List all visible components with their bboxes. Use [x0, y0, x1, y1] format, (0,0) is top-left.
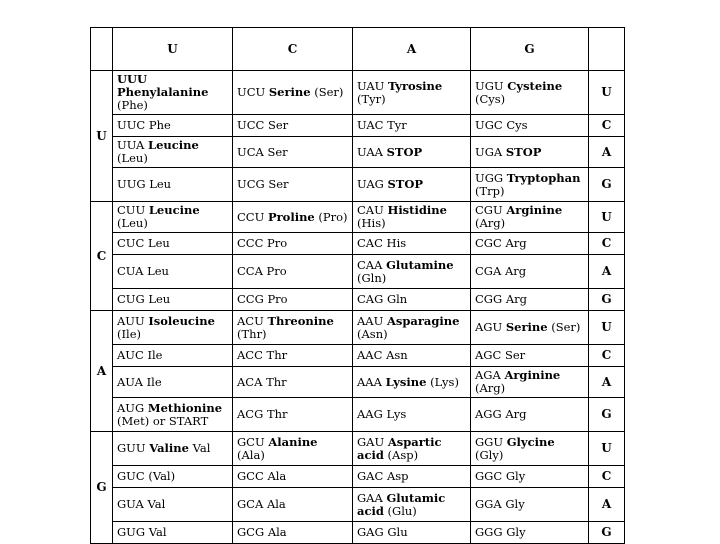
codon-text: GAA — [357, 490, 387, 505]
amino-acid-abbrev: (Thr) — [237, 326, 267, 341]
first-base-label: G — [91, 432, 113, 544]
codon-cell — [113, 432, 233, 466]
codon-text: ACU — [237, 313, 268, 328]
codon-cell — [353, 398, 471, 432]
codon-cell — [233, 115, 353, 137]
first-base-label: A — [91, 311, 113, 432]
codon-cell — [113, 202, 233, 233]
codon-text: AUA Ile — [117, 374, 162, 389]
codon-text: CUC Leu — [117, 236, 170, 250]
codon-cell — [471, 311, 589, 345]
codon-cell — [353, 345, 471, 367]
codon-cell — [471, 432, 589, 466]
codon-row — [91, 432, 625, 466]
codon-text: AUU — [117, 313, 149, 328]
codon-cell — [233, 202, 353, 233]
codon-cell — [233, 488, 353, 522]
amino-acid-name: Leucine — [148, 203, 200, 217]
codon-text: AGA — [475, 368, 505, 382]
amino-acid-name: Histidine — [387, 203, 447, 217]
codon-cell — [471, 115, 589, 137]
codon-row — [91, 522, 625, 544]
amino-acid-abbrev: (Pro) — [314, 209, 348, 224]
codon-row — [91, 115, 625, 137]
codon-text: CCC Pro — [237, 236, 288, 250]
codon-text: CCA Pro — [237, 264, 287, 278]
amino-acid-name: Asparagine — [386, 313, 460, 328]
amino-acid-abbrev: (Cys) — [475, 91, 506, 106]
codon-cell — [353, 137, 471, 168]
codon-text: CCG Pro — [237, 292, 288, 306]
codon-row — [91, 137, 625, 168]
codon-cell — [233, 522, 353, 544]
codon-cell — [233, 432, 353, 466]
amino-acid-name: Serine — [268, 85, 311, 99]
third-base-label: A — [589, 255, 625, 289]
codon-text: CGA Arg — [475, 264, 527, 278]
amino-acid-abbrev: (Ser) — [310, 85, 344, 99]
header-second-base-c: C — [233, 28, 353, 71]
codon-cell — [353, 289, 471, 311]
codon-text: GCC Ala — [237, 469, 287, 483]
codon-cell — [233, 398, 353, 432]
amino-acid-name: Valine — [149, 441, 189, 455]
codon-text: CAC His — [357, 236, 407, 250]
codon-row — [91, 168, 625, 202]
codon-cell — [353, 202, 471, 233]
codon-cell — [233, 367, 353, 398]
codon-cell — [113, 255, 233, 289]
amino-acid-abbrev: (Ser) — [547, 320, 581, 334]
codon-cell — [353, 255, 471, 289]
amino-acid-name: Arginine — [504, 368, 561, 382]
codon-cell — [353, 233, 471, 255]
header-corner — [91, 28, 113, 71]
codon-cell — [113, 71, 233, 115]
amino-acid-abbrev: (His) — [357, 216, 386, 230]
third-base-label: G — [589, 398, 625, 432]
codon-text: UCG Ser — [237, 177, 289, 191]
codon-text: AGC Ser — [475, 348, 526, 362]
amino-acid-name: Aspartic acid — [357, 434, 442, 462]
codon-cell — [353, 466, 471, 488]
codon-cell — [353, 71, 471, 115]
codon-text: GUA Val — [117, 497, 166, 511]
third-base-label: C — [589, 115, 625, 137]
codon-text: UCU — [237, 85, 269, 99]
codon-text: GGG Gly — [475, 525, 526, 539]
codon-cell — [113, 345, 233, 367]
codon-text: CAU — [357, 203, 388, 217]
amino-acid-name: Tyrosine — [388, 78, 443, 93]
codon-cell — [113, 289, 233, 311]
codon-cell — [113, 466, 233, 488]
codon-text: ACG Thr — [237, 407, 288, 421]
codon-cell — [113, 398, 233, 432]
header-second-base-a: A — [353, 28, 471, 71]
third-base-label: A — [589, 367, 625, 398]
codon-row — [91, 233, 625, 255]
codon-cell — [471, 168, 589, 202]
third-base-label: G — [589, 289, 625, 311]
amino-acid-name: STOP — [505, 144, 542, 159]
header-second-base-g: G — [471, 28, 589, 71]
amino-acid-name: Tryptophan — [506, 170, 581, 185]
codon-text: AUC Ile — [117, 348, 163, 362]
codon-text: GCA Ala — [237, 497, 286, 511]
codon-cell — [233, 137, 353, 168]
codon-text: CUU — [117, 203, 149, 217]
amino-acid-name: Arginine — [506, 203, 563, 217]
amino-acid-name: UUU Phenylalanine — [117, 72, 209, 99]
amino-acid-name: Cysteine — [507, 78, 563, 93]
third-base-label: G — [589, 522, 625, 544]
codon-row — [91, 289, 625, 311]
amino-acid-abbrev: (Ala) — [237, 447, 265, 462]
codon-text: GCU — [237, 434, 269, 449]
third-base-label: C — [589, 233, 625, 255]
amino-acid-abbrev: (Glu) — [383, 503, 417, 518]
codon-cell — [471, 345, 589, 367]
codon-text: AAA — [357, 374, 386, 389]
codon-cell — [471, 522, 589, 544]
codon-cell — [113, 367, 233, 398]
amino-acid-abbrev: Val — [188, 441, 211, 455]
codon-text: CGG Arg — [475, 292, 527, 306]
codon-cell — [113, 115, 233, 137]
codon-text: ACA Thr — [237, 374, 287, 389]
amino-acid-name: Alanine — [268, 434, 318, 449]
codon-cell — [233, 289, 353, 311]
amino-acid-name: Glutamic acid — [357, 490, 446, 518]
codon-cell — [113, 233, 233, 255]
codon-text: CCU — [237, 209, 268, 224]
codon-text: UAC Tyr — [357, 118, 407, 132]
codon-text: GCG Ala — [237, 525, 287, 539]
codon-row — [91, 202, 625, 233]
codon-cell — [471, 466, 589, 488]
codon-text: UUC Phe — [117, 118, 171, 132]
first-base-label: U — [91, 71, 113, 202]
codon-row — [91, 398, 625, 432]
header-second-base-u: U — [113, 28, 233, 71]
codon-cell — [353, 115, 471, 137]
codon-row — [91, 71, 625, 115]
codon-cell — [233, 168, 353, 202]
amino-acid-abbrev: (Leu) — [117, 151, 148, 165]
first-base-label: C — [91, 202, 113, 311]
codon-cell — [353, 367, 471, 398]
third-base-label: C — [589, 345, 625, 367]
amino-acid-abbrev: (Gln) — [357, 270, 387, 285]
codon-text: UUA — [117, 138, 148, 152]
codon-cell — [471, 233, 589, 255]
codon-text: CAA — [357, 257, 387, 272]
codon-text: GAG Glu — [357, 525, 408, 539]
amino-acid-name: Methionine — [147, 400, 223, 415]
codon-text: GAC Asp — [357, 469, 409, 483]
codon-cell — [113, 522, 233, 544]
amino-acid-name: Leucine — [148, 138, 199, 152]
amino-acid-abbrev: (Arg) — [475, 216, 506, 230]
codon-text: UGA — [475, 144, 506, 159]
codon-text: UAG — [357, 177, 388, 191]
codon-text: AGG Arg — [475, 407, 527, 421]
third-base-label: G — [589, 168, 625, 202]
codon-row — [91, 255, 625, 289]
codon-text: UAU — [357, 78, 388, 93]
codon-row — [91, 311, 625, 345]
amino-acid-abbrev: (Asn) — [357, 326, 388, 341]
amino-acid-abbrev: (Trp) — [475, 183, 505, 198]
amino-acid-name: STOP — [387, 177, 424, 191]
codon-text: UGC Cys — [475, 118, 528, 132]
codon-cell — [353, 432, 471, 466]
codon-row — [91, 488, 625, 522]
codon-cell — [233, 345, 353, 367]
codon-text: CAG Gln — [357, 292, 408, 306]
codon-cell — [113, 137, 233, 168]
amino-acid-name: STOP — [386, 144, 423, 159]
codon-table — [90, 27, 625, 544]
codon-text: UUG Leu — [117, 177, 172, 191]
amino-acid-name: Glycine — [506, 434, 555, 449]
amino-acid-name: Glutamine — [386, 257, 454, 272]
amino-acid-abbrev: (Ile) — [117, 326, 141, 341]
codon-cell — [233, 466, 353, 488]
codon-text: GAU — [357, 434, 388, 449]
codon-cell — [353, 311, 471, 345]
codon-text: GGC Gly — [475, 469, 526, 483]
codon-text: UCC Ser — [237, 118, 289, 132]
amino-acid-name: Proline — [267, 209, 315, 224]
amino-acid-abbrev: (Met) or START — [117, 413, 209, 428]
codon-cell — [471, 137, 589, 168]
codon-cell — [233, 233, 353, 255]
codon-text: UGG — [475, 170, 507, 185]
third-base-label: C — [589, 466, 625, 488]
amino-acid-name: Isoleucine — [148, 313, 215, 328]
amino-acid-abbrev: (Lys) — [426, 374, 459, 389]
codon-row — [91, 367, 625, 398]
codon-body — [91, 71, 625, 544]
codon-text: AAG Lys — [357, 407, 407, 421]
amino-acid-abbrev: (Arg) — [475, 381, 506, 395]
codon-text: GUU — [117, 441, 150, 455]
codon-cell — [471, 202, 589, 233]
codon-text: AAC Asn — [357, 348, 408, 362]
codon-text: AAU — [357, 313, 387, 328]
codon-cell — [113, 168, 233, 202]
codon-cell — [233, 311, 353, 345]
codon-cell — [471, 398, 589, 432]
amino-acid-name: Serine — [505, 320, 548, 334]
codon-cell — [471, 367, 589, 398]
third-base-label: A — [589, 488, 625, 522]
amino-acid-abbrev: (Phe) — [117, 98, 148, 112]
codon-cell — [353, 522, 471, 544]
codon-cell — [233, 255, 353, 289]
header-row — [91, 28, 625, 71]
amino-acid-name: Lysine — [385, 374, 427, 389]
codon-row — [91, 466, 625, 488]
codon-text: AUG — [117, 400, 148, 415]
codon-cell — [233, 71, 353, 115]
codon-text: GGU — [475, 434, 507, 449]
header-end — [589, 28, 625, 71]
third-base-label: U — [589, 202, 625, 233]
codon-text: UCA Ser — [237, 144, 288, 159]
codon-text: AGU — [475, 320, 506, 334]
third-base-label: U — [589, 71, 625, 115]
amino-acid-abbrev: (Leu) — [117, 216, 148, 230]
codon-cell — [113, 311, 233, 345]
codon-text: CUG Leu — [117, 292, 171, 306]
amino-acid-abbrev: (Gly) — [475, 447, 504, 462]
codon-row — [91, 345, 625, 367]
third-base-label: A — [589, 137, 625, 168]
codon-cell — [471, 488, 589, 522]
codon-cell — [353, 168, 471, 202]
amino-acid-abbrev: (Tyr) — [357, 91, 386, 106]
third-base-label: U — [589, 432, 625, 466]
codon-text: CGC Arg — [475, 236, 527, 250]
codon-cell — [471, 255, 589, 289]
codon-text: ACC Thr — [237, 348, 288, 362]
codon-text: GGA Gly — [475, 497, 525, 511]
codon-cell — [353, 488, 471, 522]
third-base-label: U — [589, 311, 625, 345]
codon-cell — [113, 488, 233, 522]
amino-acid-name: Threonine — [267, 313, 334, 328]
codon-cell — [471, 289, 589, 311]
amino-acid-abbrev: (Asp) — [383, 447, 419, 462]
codon-text: UAA — [357, 144, 387, 159]
codon-text: CUA Leu — [117, 264, 169, 278]
codon-text: GUC (Val) — [117, 469, 176, 483]
codon-text: CGU — [475, 203, 507, 217]
codon-text: GUG Val — [117, 525, 167, 539]
codon-text: UGU — [475, 78, 508, 93]
codon-cell — [471, 71, 589, 115]
